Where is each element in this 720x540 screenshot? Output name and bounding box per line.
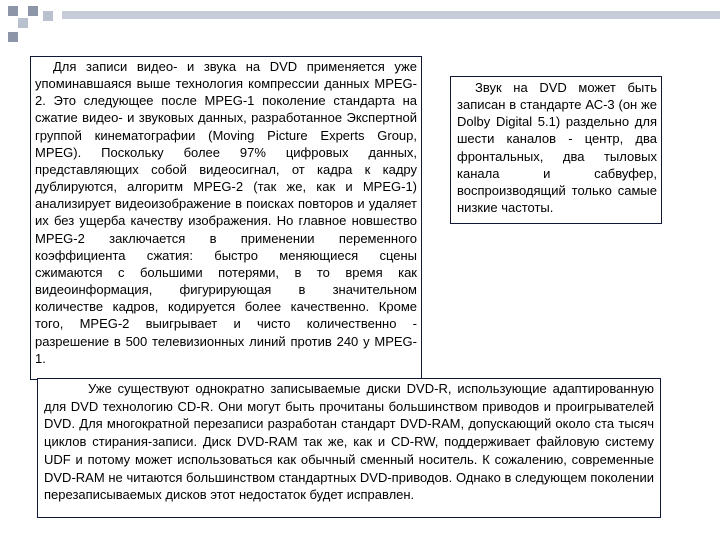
text-box-mpeg2 [30,56,422,380]
paragraph-dvd-r: Уже существуют однократно записываемые диски DVD-R, использующие адаптированную для DVD технологию CD-R. Они могут быть прочитаны большинством приводов и проигрывателей DVD. Для многократной перезаписи разработан стандарт DVD-RAM, допускающий около ста тысяч циклов стирания-записи. Диск DVD-RAM так же, как и CD-RW, поддерживает файловую систему UDF и потому может использоваться как обычный сменный носитель. К сожалению, современные DVD-RAM не читаются большинством стандартных DVD-приводов. Однако в следующем поколении перезаписываемых дисков этот недостаток будет исправлен. [44,381,654,503]
decor-square [43,11,53,21]
paragraph-audio: Звук на DVD может быть записан в стандарте АС-3 (он же Dolby Digital 5.1) раздельно для шести каналов - центр, два фронтальных, два тыловых канала и сабвуфер, воспроизводящий только самые низкие частоты. [457,80,657,216]
text-box-audio [450,76,662,224]
text-box-dvd-r [37,378,661,518]
decor-square [28,6,38,16]
decor-bar [62,11,720,19]
decor-square [18,18,28,28]
decor-square [8,6,18,16]
decor-square [8,32,18,42]
paragraph-mpeg2: Для записи видео- и звука на DVD применяется уже упоминавшаяся выше технология компрессии данных MPEG-2. Это следующее после MPEG-1 поколение стандарта на сжатие видео- и звуковых данных, разработанное Экспертной группой кинематографии (Moving Picture Experts Group, MPEG). Поскольку более 97% цифровых данных, представляющих собой видеосигнал, от кадра к кадру дублируются, алгоритм MPEG-2 (так же, как и MPEG-1) анализирует видеоизображение в поисках повторов и удаляет их без ущерба качеству изображения. Но главное новшество MPEG-2 заключается в применении переменного коэффициента сжатия: быстро меняющиеся сцены сжимаются с большими потерями, в то время как видеоинформация, фигурирующая в значительном количестве кадров, кодируется более качественно. Кроме того, MPEG-2 выигрывает и чисто количественно - разрешение в 500 телевизионных линий против 240 у MPEG-1. [35,59,417,366]
